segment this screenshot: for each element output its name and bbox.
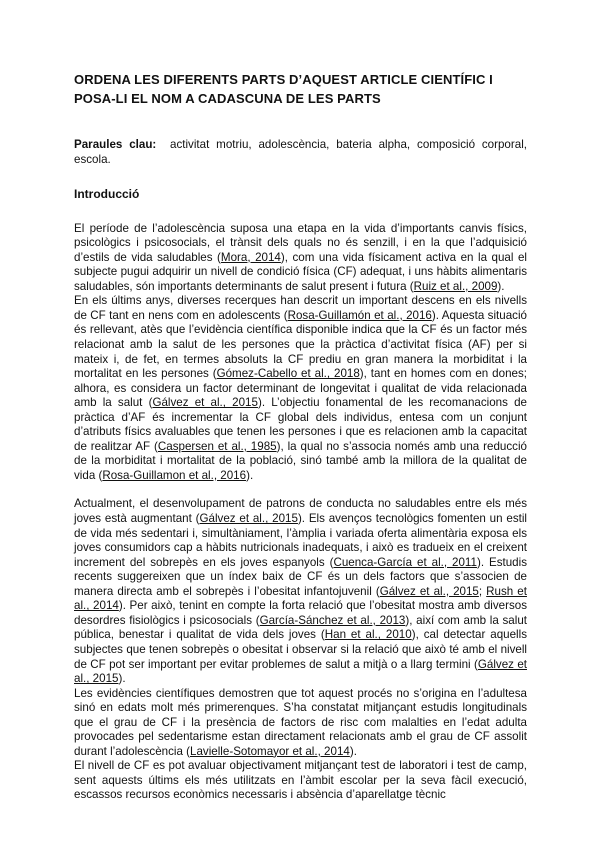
citation-link[interactable]: Mora, 2014 <box>220 250 281 264</box>
paragraph-text: ), així com amb la salut pública, benestar i qualitat de vida dels joves ( <box>74 613 527 642</box>
paragraph-1 <box>74 222 527 295</box>
paragraph-3 <box>74 497 527 686</box>
paragraph-text: ). <box>246 468 254 482</box>
citation-link[interactable]: Gómez-Cabello et al., 2018 <box>216 367 360 381</box>
keywords-label: Paraules clau: <box>74 138 157 151</box>
citation-link[interactable]: Gálvez et al., 2015 <box>74 657 527 686</box>
paragraph-text: El període de l’adolescència suposa una etapa en la vida d’importants canvis físics, psicològics i psicosocials, el trànsit dels quals no és senzill, i en la que l’adquisició d’estils de vida saludables ( <box>74 221 527 264</box>
paragraph-text: ), cal detectar aquells subjectes que tenen sobrepès o obesitat i observar si la relació que això té amb el nivell de CF pot ser important per evitar problemes de salut a mitjà o a llarg termini ( <box>74 628 527 671</box>
paragraph-text: ). Per això, tenint en compte la forta relació que l’obesitat mostra amb diversos desordres fisiològics i psicosocials ( <box>74 599 527 627</box>
citation-link[interactable]: Han et al., 2010 <box>324 628 412 642</box>
paragraph-text: Actualment, el desenvolupament de patrons de conducta no saludables entre els més joves està augmentant ( <box>74 497 527 526</box>
citation-link[interactable]: Lavielle-Sotomayor et al., 2014 <box>190 744 350 758</box>
citation-link[interactable]: Rosa-Guillamón et al., 2016 <box>287 308 432 322</box>
citation-link[interactable]: Gálvez et al., 2015 <box>379 584 479 598</box>
keywords-line <box>74 138 527 167</box>
paragraph-text: Les evidències científiques demostren que tot aquest procés no s’origina en l’adultesa sinó en edats molt més primerenques. S’ha constatat mitjançant estudis longitudinals que el grau de CF i la presència de factors de risc com malalties en l’edat adulta provocades pel sedentarisme estan directament relacionats amb el grau de CF assolit durant l’adolescència ( <box>74 686 527 758</box>
paragraph-text: ). <box>118 672 126 686</box>
paragraph-text: ), com una vida físicament activa en la qual el subjecte pugui adquirir un nivell de condició física (CF) adequat, i uns hàbits alimentaris saludables, són importants determinants de salut present i futura ( <box>74 250 527 293</box>
citation-link[interactable]: Cuenca-García et al., 2011 <box>333 555 477 569</box>
paragraph-text: ). <box>497 279 505 293</box>
paragraph-text: ). Aquesta situació és rellevant, atès que l’evidència científica disponible indica que la CF és un factor més relacionat amb la salut de les persones que la pràctica d’activitat física (AF) per si mateix i, de fet, en termes absoluts la CF prediu en gran manera la morbiditat i la mortalitat en les persones ( <box>74 308 527 381</box>
paragraph-text: ). L’objectiu fonamental de les recomanacions de pràctica d’AF és incrementar la CF global dels individus, entesa com un conjunt d’atributs físics avaluables que tenen les persones i que es relacionen amb la capacitat de realitzar AF ( <box>74 396 527 453</box>
paragraph-4 <box>74 687 527 760</box>
citation-link[interactable]: Rush et al., 2014 <box>74 584 527 613</box>
paragraph-text: El nivell de CF es pot avaluar objectivament mitjançant test de laboratori i test de camp, sent aquests últims els més utilitzats en l’àmbit escolar per la seva fàcil execució, escassos recursos econòmics necessaris i absència d’aparellatge tècnic <box>74 759 527 802</box>
keywords-text: activitat motriu, adolescència, bateria alpha, composició corporal, escola. <box>74 138 527 166</box>
citation-link[interactable]: Gálvez et al., 2015 <box>199 512 298 526</box>
paragraph-text: ), la qual no s’associa només amb una reducció de la morbiditat i mortalitat de la població, sinó també amb la millora de la qualitat de vida ( <box>74 439 527 482</box>
page-title: ORDENA LES DIFERENTS PARTS D’AQUEST ARTICLE CIENTÍFIC I POSA-LI EL NOM A CADASCUNA DE LES PARTS <box>74 72 493 106</box>
citation-link[interactable]: Rosa-Guillamon et al., 2016 <box>102 468 247 482</box>
citation-link[interactable]: Ruiz et al., 2009 <box>413 279 498 293</box>
paragraph-text: En els últims anys, diverses recerques han descrit un important descens en els nivells de CF tant en nens com en adolescents ( <box>74 294 527 322</box>
paragraph-text: ). Estudis recents suggereixen que un índex baix de CF és un dels factors que s’associen de manera directa amb el sobrepès i l’obesitat infantojuvenil ( <box>74 555 528 598</box>
citation-link[interactable]: Caspersen et al., 1985 <box>157 439 277 453</box>
paragraph-2 <box>74 294 527 483</box>
citation-link[interactable]: Gálvez et al., 2015 <box>152 396 258 410</box>
paragraph-text: ; <box>478 584 487 598</box>
paragraph-text: ), tant en homes com en dones; alhora, es considera un factor determinant de longevitat i qualitat de vida relacionada amb la salut ( <box>74 367 527 410</box>
paragraph-text: ). Els avenços tecnològics fomenten un estil de vida més sedentari i, simultàniament, l’àmplia i variada oferta alimentària exposa els joves consumidors cap a hàbits nutricionals inadequats, i això es tradueix en el creixent increment del sobrepès en els joves espanyols ( <box>74 512 527 569</box>
paragraph-text: ). <box>349 744 357 758</box>
citation-link[interactable]: García-Sánchez et al., 2013 <box>259 613 406 627</box>
paragraph-5 <box>74 759 527 803</box>
section-heading-introduccio: Introducció <box>74 187 140 202</box>
